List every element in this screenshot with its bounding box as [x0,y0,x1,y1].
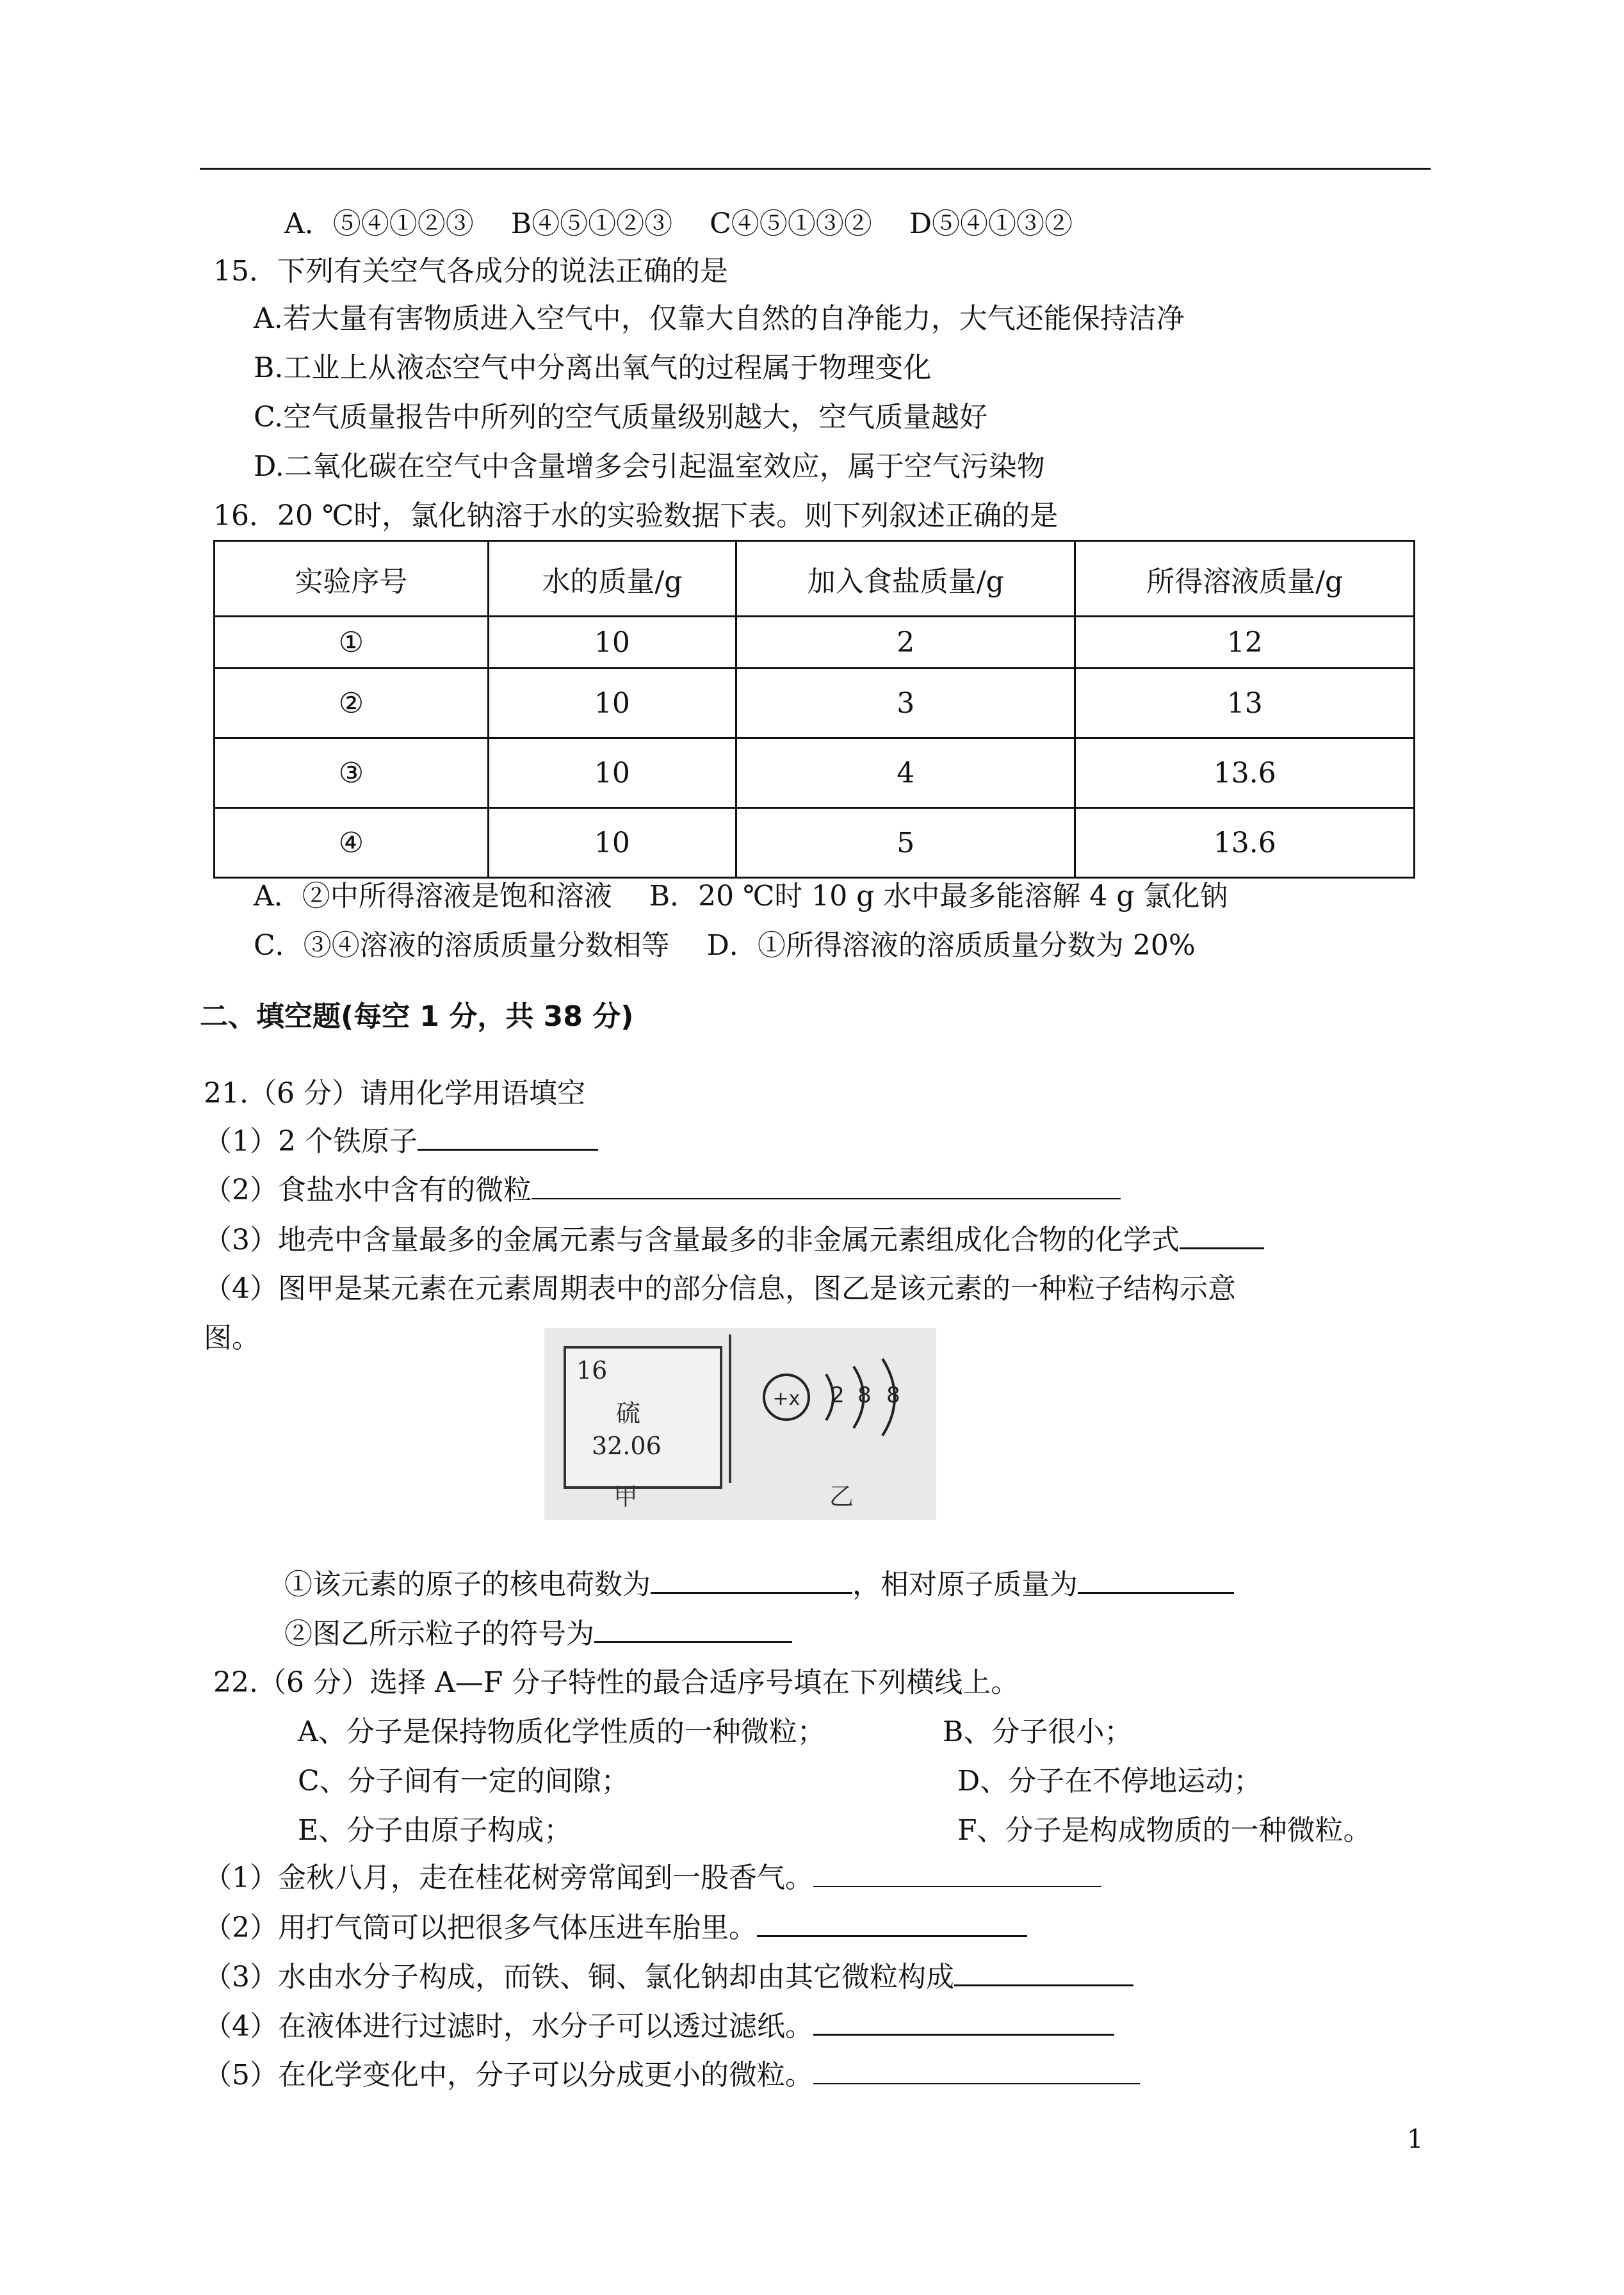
table-cell: ③ [215,738,489,808]
q22-option-a: A、分子是保持物质化学性质的一种微粒； [298,1715,825,1748]
element-figure [544,1328,936,1520]
q15-option-c: C.空气质量报告中所列的空气质量级别越大，空气质量越好 [254,401,988,434]
q21-sub1 [284,1566,1234,1603]
table-cell: 13 [1075,669,1415,738]
atomic-structure-diagram [544,1328,936,1520]
table-row [215,808,1415,878]
q15-stem: 15．下列有关空气各成分的说法正确的是 [213,255,728,288]
q22-option-f: F、分子是构成物质的一种微粒。 [957,1814,1372,1847]
table-cell: ① [215,617,489,669]
q16-stem: 16．20 ℃时，氯化钠溶于水的实验数据下表。则下列叙述正确的是 [213,499,1059,532]
table-cell: 12 [1075,617,1415,669]
table-cell: 13.6 [1075,808,1415,878]
table-header-row [215,541,1415,617]
table-cell: 5 [736,808,1075,878]
table-cell: ② [215,669,489,738]
q22-item-5 [204,2057,1140,2093]
table-header-cell: 加入食盐质量/g [736,541,1075,617]
q21-part4-line2: 图。 [204,1322,260,1354]
table-header-cell: 实验序号 [215,541,489,617]
q21-part2-text: （2）食盐水中含有的微粒 [204,1174,532,1206]
table-row [215,738,1415,808]
table-row [215,617,1415,669]
table-header-cell: 所得溶液质量/g [1075,541,1415,617]
q16-options-ab: A．②中所得溶液是饱和溶液 B．20 ℃时 10 g 水中最多能溶解 4 g 氯化钠 [254,880,1228,912]
table-cell: 10 [488,808,736,878]
figure-label-a: 甲 [613,1482,638,1511]
q22-item-text: （5）在化学变化中，分子可以分成更小的微粒。 [204,2059,813,2091]
table-cell: 10 [488,617,736,669]
atomic-number: 16 [576,1356,608,1384]
answer-blank[interactable] [651,1566,852,1594]
q22-option-d: D、分子在不停地运动； [957,1765,1262,1797]
answer-blank[interactable] [813,1860,1101,1887]
q22-item-text: （1）金秋八月，走在桂花树旁常闻到一股香气。 [204,1861,813,1894]
q22-option-b: B、分子很小； [943,1715,1133,1748]
q22-item-1 [204,1860,1101,1896]
table-row [215,669,1415,738]
q21-part1 [204,1123,598,1160]
answer-blank[interactable] [532,1172,1121,1199]
figure-label-b: 乙 [829,1482,854,1511]
q21-part3 [204,1222,1264,1258]
answer-blank[interactable] [594,1616,792,1643]
q22-item-text: （4）在液体进行过滤时，水分子可以透过滤纸。 [204,2010,813,2043]
q15-option-d: D.二氧化碳在空气中含量增多会引起温室效应，属于空气污染物 [254,450,1045,483]
q21-stem: 21.（6 分）请用化学用语填空 [204,1077,585,1110]
q14-options: A．⑤④①②③ B④⑤①②③ C④⑤①③② D⑤④①③② [284,207,1073,240]
table-cell: 4 [736,738,1075,808]
q21-sub2-text: ②图乙所示粒子的符号为 [284,1618,594,1650]
table-cell: 3 [736,669,1075,738]
q22-option-e: E、分子由原子构成； [298,1814,572,1847]
q22-stem: 22.（6 分）选择 A—F 分子特性的最合适序号填在下列横线上。 [213,1666,1019,1699]
table-cell: 10 [488,669,736,738]
q15-option-a: A.若大量有害物质进入空气中，仅靠大自然的自净能力，大气还能保持洁净 [254,302,1185,335]
answer-blank[interactable] [813,2057,1140,2084]
table-cell: 10 [488,738,736,808]
shell-electrons-2: 8 [857,1383,872,1408]
header-rule [200,168,1431,170]
element-name: 硫 [616,1399,641,1427]
nucleus-charge: +x [772,1388,800,1410]
q22-item-2 [204,1910,1027,1946]
q16-options-cd: C．③④溶液的溶质质量分数相等 D．①所得溶液的溶质质量分数为 20% [254,929,1196,962]
q21-part3-text: （3）地壳中含量最多的金属元素与含量最多的非金属元素组成化合物的化学式 [204,1224,1180,1256]
answer-blank[interactable] [757,1910,1027,1937]
q21-part2 [204,1172,1121,1208]
shell-electrons-3: 8 [886,1383,900,1408]
q21-part1-text: （1）2 个铁原子 [204,1125,418,1158]
q22-item-3 [204,1959,1133,1995]
table-cell: 13.6 [1075,738,1415,808]
shell-electrons-1: 2 [831,1383,845,1408]
answer-blank[interactable] [813,2008,1114,2036]
q22-option-c: C、分子间有一定的间隙； [298,1765,629,1797]
q21-sub1-text-a: ①该元素的原子的核电荷数为 [284,1568,651,1601]
page-number: 1 [1407,2125,1424,2154]
q21-part4-line1: （4）图甲是某元素在元素周期表中的部分信息，图乙是该元素的一种粒子结构示意 [204,1272,1236,1305]
q22-item-text: （3）水由水分子构成，而铁、铜、氯化钠却由其它微粒构成 [204,1961,954,1993]
atomic-mass: 32.06 [592,1432,662,1460]
q22-item-text: （2）用打气筒可以把很多气体压进车胎里。 [204,1911,757,1944]
q22-item-4 [204,2008,1114,2045]
q21-sub2 [284,1616,792,1652]
table-cell: ④ [215,808,489,878]
q15-option-b: B.工业上从液态空气中分离出氧气的过程属于物理变化 [254,352,932,384]
table-cell: 2 [736,617,1075,669]
q21-sub1-text-b: ，相对原子质量为 [852,1568,1078,1601]
answer-blank[interactable] [1180,1222,1264,1249]
experiment-table [213,540,1415,879]
table-header-cell: 水的质量/g [488,541,736,617]
section-title: 二、填空题(每空 1 分，共 38 分) [200,1000,634,1033]
answer-blank[interactable] [418,1123,598,1151]
answer-blank[interactable] [954,1959,1133,1986]
answer-blank[interactable] [1078,1566,1234,1594]
